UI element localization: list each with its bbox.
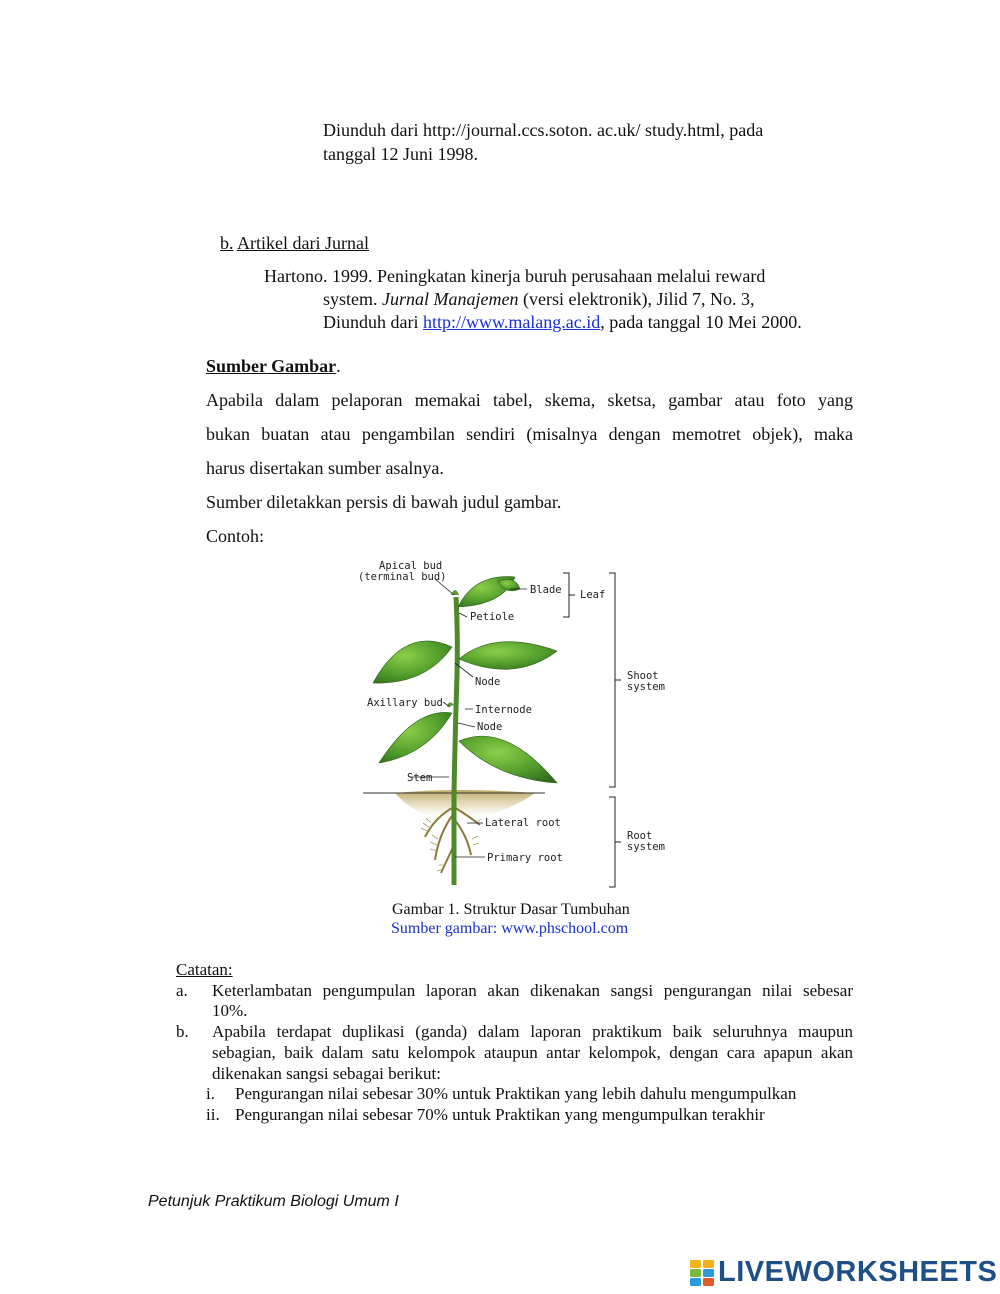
journal-link[interactable]: http://www.malang.ac.id <box>422 312 601 332</box>
label-leaf: Leaf <box>580 589 606 601</box>
sumber-heading: Sumber Gambar <box>206 356 337 376</box>
journal-line-3 <box>323 310 802 334</box>
figure-source: Sumber gambar: www.phschool.com <box>391 920 629 937</box>
label-internode: Internode <box>475 704 532 716</box>
page-footer: Petunjuk Praktikum Biologi Umum I <box>148 1193 399 1210</box>
brand-blocks-icon <box>690 1260 714 1286</box>
catatan-b-line-3: dikenakan sangsi sebagai berikut: <box>212 1064 441 1083</box>
catatan-ii-text: Pengurangan nilai sebesar 70% untuk Praktikan yang mengumpulkan terakhir <box>235 1105 765 1124</box>
catatan-b-line-1: Apabila terdapat duplikasi (ganda) dalam laporan praktikum baik seluruhnya maupun <box>212 1022 853 1041</box>
catatan-a-marker: a. <box>176 981 188 1000</box>
journal-name: Jurnal Manajemen <box>382 289 519 309</box>
label-terminal-bud: (terminal bud) <box>358 571 447 583</box>
label-petiole: Petiole <box>470 611 515 623</box>
sumber-line-4: Sumber diletakkan persis di bawah judul gambar. <box>206 492 562 512</box>
plant-structure-figure <box>355 555 675 890</box>
leaves <box>373 577 557 783</box>
label-root-system: system <box>627 841 665 853</box>
journal-line-1: Hartono. 1999. Peningkatan kinerja buruh perusahaan melalui reward <box>264 266 766 286</box>
figure-caption: Gambar 1. Struktur Dasar Tumbuhan <box>392 901 630 918</box>
catatan-b-marker: b. <box>176 1022 189 1041</box>
contoh-label: Contoh: <box>206 526 265 546</box>
sumber-paragraph-line-1: Apabila dalam pelaporan memakai tabel, skema, sketsa, gambar atau foto yang <box>206 390 853 410</box>
label-brackets <box>563 573 621 887</box>
sumber-paragraph-line-3: harus disertakan sumber asalnya. <box>206 458 444 478</box>
catatan-ii-marker: ii. <box>206 1105 220 1124</box>
label-axillary-bud: Axillary bud <box>367 697 443 709</box>
ref-line-2: tanggal 12 Juni 1998. <box>323 144 478 164</box>
label-lateral-root: Lateral root <box>485 817 561 829</box>
journal-line-3-post: , pada tanggal 10 Mei 2000. <box>600 312 802 332</box>
label-primary-root: Primary root <box>487 852 563 864</box>
journal-line-3-pre: Diunduh dari <box>323 312 423 332</box>
label-shoot-system: system <box>627 681 665 693</box>
brand-logo[interactable] <box>690 1256 997 1289</box>
catatan-b-line-2: sebagian, baik dalam satu kelompok ataupun antar kelompok, dengan cara apapun akan <box>212 1043 853 1062</box>
catatan-i-marker: i. <box>206 1084 215 1103</box>
sumber-paragraph-line-2: bukan buatan atau pengambilan sendiri (misalnya dengan memotret objek), maka <box>206 424 853 444</box>
ref-line-1: Diunduh dari http://journal.ccs.soton. ac.uk/ study.html, pada <box>323 120 764 140</box>
journal-marker: b. <box>220 233 234 253</box>
journal-line-2 <box>323 287 754 311</box>
label-apical-bud: Apical bud <box>379 560 443 572</box>
journal-line-2-pre: system. <box>323 289 383 309</box>
sumber-heading-dot: . <box>336 356 341 376</box>
root-hairs <box>421 818 481 871</box>
label-node-upper: Node <box>475 676 501 688</box>
label-blade: Blade <box>530 584 562 596</box>
label-root: Root <box>627 830 653 842</box>
sumber-heading-line <box>206 354 341 378</box>
label-stem: Stem <box>407 772 433 784</box>
brand-name: LIVEWORKSHEETS <box>718 1256 998 1288</box>
catatan-i-text: Pengurangan nilai sebesar 30% untuk Praktikan yang lebih dahulu mengumpulkan <box>235 1084 797 1103</box>
catatan-a-line-1: Keterlambatan pengumpulan laporan akan dikenakan sangsi pengurangan nilai sebesar <box>212 981 853 1000</box>
label-shoot: Shoot <box>627 670 659 682</box>
catatan-a-line-2: 10%. <box>212 1001 248 1020</box>
journal-heading: Artikel dari Jurnal <box>237 233 369 253</box>
journal-line-2-post: (versi elektronik), Jilid 7, No. 3, <box>518 289 755 309</box>
stem-drawing <box>454 597 457 885</box>
journal-section-heading <box>220 231 369 255</box>
catatan-heading: Catatan: <box>176 960 233 979</box>
label-node-lower: Node <box>477 721 503 733</box>
